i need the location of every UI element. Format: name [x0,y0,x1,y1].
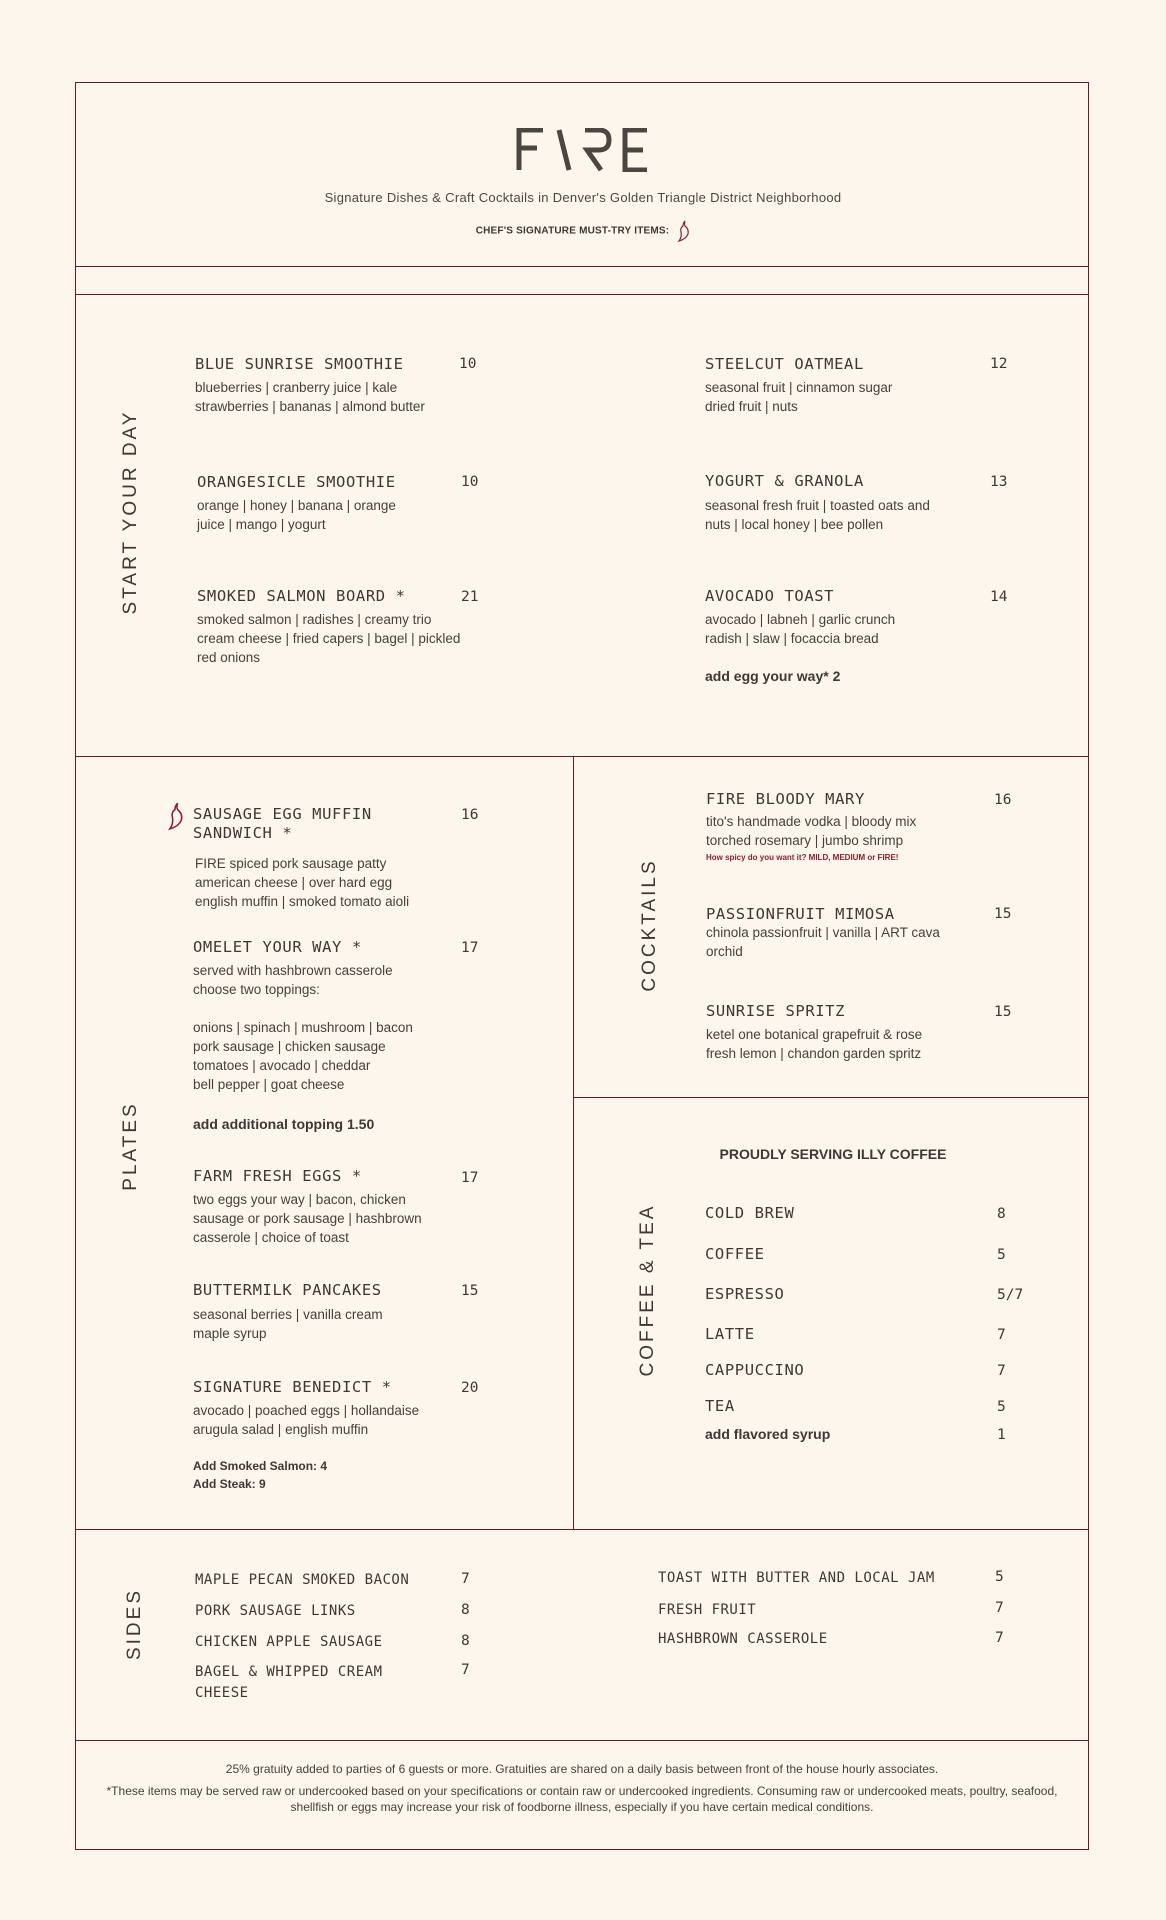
coffee-item-price: 5 [997,1247,1006,1263]
side-item-name: FRESH FRUIT [658,1602,757,1618]
coffee-item-price: 7 [997,1363,1006,1379]
coffee-item-price: 5/7 [997,1287,1024,1303]
menu-item-name: SUNRISE SPRITZ [706,1002,846,1020]
menu-item-price: 16 [461,807,479,823]
side-item-name: CHICKEN APPLE SAUSAGE [195,1634,383,1650]
menu-item-description: orange | honey | banana | orange juice | mango | yogurt [197,498,396,532]
section-title-start-your-day: START YOUR DAY [120,409,141,615]
menu-item-name: ORANGESICLE SMOOTHIE [197,473,396,491]
menu-item-price: 15 [461,1283,479,1299]
coffee-item-price: 8 [997,1206,1006,1222]
menu-item-price: 17 [461,1170,479,1186]
menu-item-name: OMELET YOUR WAY * [193,938,362,956]
divider [573,1097,1089,1098]
side-item-price: 7 [461,1662,470,1678]
menu-item-name: FIRE BLOODY MARY [706,790,865,808]
menu-item-price: 12 [990,356,1008,372]
menu-item-description: two eggs your way | bacon, chicken sausage or pork sausage | hashbrown casserole | choice of toast [193,1192,422,1245]
gratuity-notice: 25% gratuity added to parties of 6 guests or more. Gratuities are shared on a daily basis between front of the house hourly associates. [225,1762,939,1776]
section-title-sides: SIDES [124,1587,145,1661]
coffee-item-name: COLD BREW [705,1204,795,1222]
coffee-item-name: COFFEE [705,1245,765,1263]
side-item-name: BAGEL & WHIPPED CREAM CHEESE [195,1664,383,1701]
side-item-price: 8 [461,1633,470,1649]
menu-item-name: SMOKED SALMON BOARD * [197,587,406,605]
fire-logo-mark [515,128,651,172]
menu-item-name: SAUSAGE EGG MUFFIN SANDWICH * [193,805,372,842]
coffee-syrup-name: add flavored syrup [705,1426,831,1442]
menu-item-description: blueberries | cranberry juice | kale strawberries | bananas | almond butter [195,380,425,414]
divider [75,756,1089,757]
benedict-addons: Add Smoked Salmon: 4 Add Steak: 9 [193,1459,328,1491]
coffee-syrup-price: 1 [997,1427,1006,1443]
menu-item-price: 21 [461,589,479,605]
menu-item-name: SIGNATURE BENEDICT * [193,1378,392,1396]
side-item-price: 8 [461,1602,470,1618]
coffee-item-name: ESPRESSO [705,1285,785,1303]
menu-item-name: STEELCUT OATMEAL [705,355,864,373]
coffee-header: PROUDLY SERVING ILLY COFFEE [719,1146,947,1162]
menu-item-name: AVOCADO TOAST [705,587,835,605]
coffee-item-name: CAPPUCCINO [705,1361,805,1379]
topping-note: add additional topping 1.50 [193,1116,375,1132]
menu-item-name: FARM FRESH EGGS * [193,1167,362,1185]
section-title-cocktails: COCKTAILS [639,858,660,992]
divider [75,1529,1089,1530]
divider [75,266,1089,267]
menu-item-name: PASSIONFRUIT MIMOSA [706,905,895,923]
menu-item-description: served with hashbrown casserole choose two toppings: onions | spinach | mushroom | bacon pork sausage | chicken sausage tomatoes | avocado | cheddar bell pepper | goat cheese [193,963,413,1092]
side-item-price: 5 [995,1569,1004,1585]
side-item-name: PORK SAUSAGE LINKS [195,1603,356,1619]
side-item-price: 7 [461,1571,470,1587]
divider [75,1740,1089,1741]
side-item-name: HASHBROWN CASSEROLE [658,1631,828,1647]
coffee-item-name: LATTE [705,1325,755,1343]
menu-item-description: seasonal berries | vanilla cream maple syrup [193,1307,383,1341]
side-item-name: TOAST WITH BUTTER AND LOCAL JAM [658,1570,935,1586]
menu-item-description: smoked salmon | radishes | creamy trio cream cheese | fried capers | bagel | pickled red onions [197,612,461,665]
menu-item-name: YOGURT & GRANOLA [705,472,864,490]
menu-item-price: 16 [994,792,1012,808]
menu-item-price: 10 [461,474,479,490]
menu-item-price: 20 [461,1380,479,1396]
raw-food-warning: *These items may be served raw or undercooked based on your specifications or contain raw or undercooked ingredients. Consuming raw or undercooked meats, poultry, seafood, shellfish or eggs may increase your risk of foodborne illness, especially if you have certain medical conditions. [106,1784,1058,1814]
menu-item-price: 15 [994,1004,1012,1020]
side-item-price: 7 [995,1600,1004,1616]
chili-pepper-icon [166,801,184,831]
fire-logo [0,128,1166,177]
chili-pepper-icon [676,220,690,242]
section-title-coffee-tea: COFFEE & TEA [637,1203,658,1377]
divider [573,756,574,1529]
menu-item-price: 10 [459,356,477,372]
menu-item-price: 15 [994,906,1012,922]
must-try-label: CHEF'S SIGNATURE MUST-TRY ITEMS: [475,225,670,237]
tagline: Signature Dishes & Craft Cocktails in Denver's Golden Triangle District Neighborhood [324,190,842,205]
coffee-item-name: TEA [705,1397,735,1415]
section-title-plates: PLATES [120,1101,141,1191]
menu-item-description: seasonal fruit | cinnamon sugar dried fruit | nuts [705,380,893,414]
spicy-note: How spicy do you want it? MILD, MEDIUM or FIRE! [706,853,899,862]
menu-item-description: seasonal fresh fruit | toasted oats and nuts | local honey | bee pollen [705,498,930,532]
coffee-item-price: 5 [997,1399,1006,1415]
menu-item-description: FIRE spiced pork sausage patty american cheese | over hard egg english muffin | smoked tomato aioli [195,856,410,909]
menu-item-description: ketel one botanical grapefruit & rose fresh lemon | chandon garden spritz [706,1027,923,1061]
menu-item-description: avocado | poached eggs | hollandaise arugula salad | english muffin [193,1403,420,1437]
menu-item-price: 13 [990,474,1008,490]
coffee-item-price: 7 [997,1327,1006,1343]
menu-item-description: chinola passionfruit | vanilla | ART cava orchid [706,925,940,959]
must-try-line [0,220,1166,242]
menu-item-price: 14 [990,589,1008,605]
menu-item-description: avocado | labneh | garlic crunch radish | slaw | focaccia bread [705,612,896,646]
side-item-price: 7 [995,1630,1004,1646]
menu-item-description: tito's handmade vodka | bloody mix torched rosemary | jumbo shrimp [706,814,917,848]
add-egg-note: add egg your way* 2 [705,668,841,684]
divider [75,294,1089,295]
menu-item-name: BUTTERMILK PANCAKES [193,1281,382,1299]
menu-item-price: 17 [461,940,479,956]
side-item-name: MAPLE PECAN SMOKED BACON [195,1572,410,1588]
menu-item-name: BLUE SUNRISE SMOOTHIE [195,355,404,373]
